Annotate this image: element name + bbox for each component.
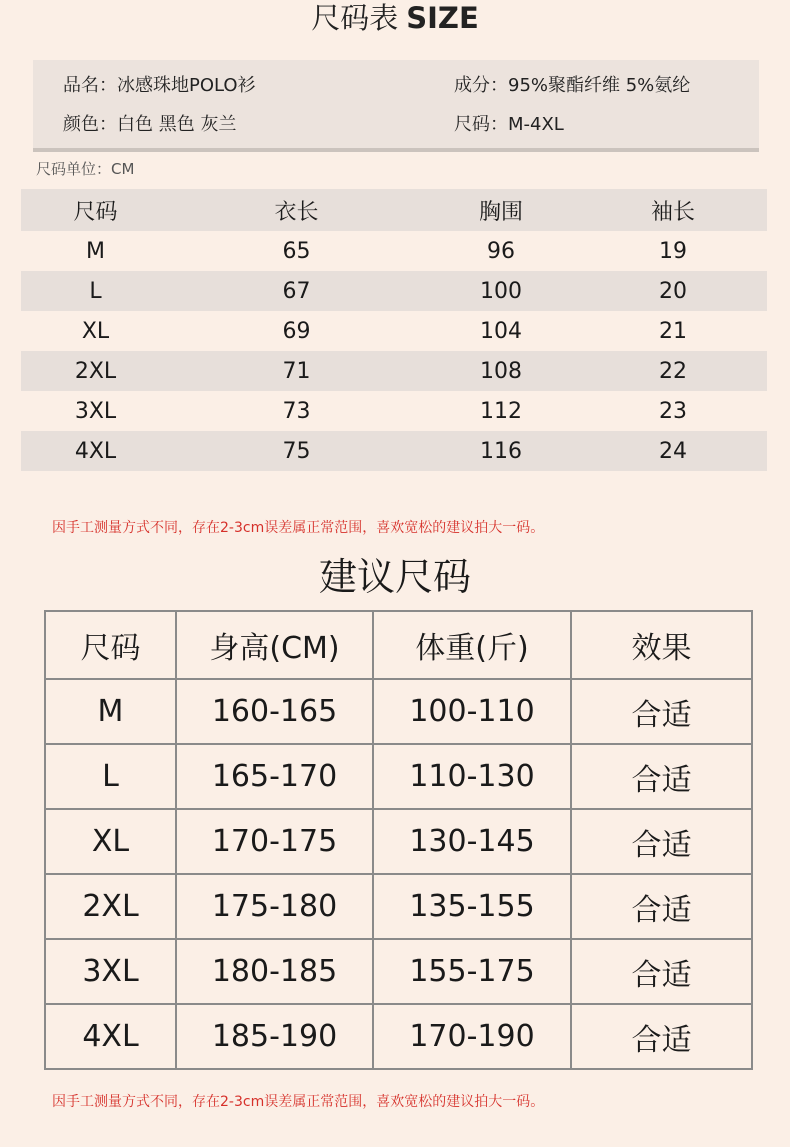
fit-cell: 合适 [571, 679, 752, 744]
title-cn: 尺码表 [311, 1, 399, 35]
fit-cell: 合适 [571, 1004, 752, 1069]
size-cell: 4XL [21, 431, 170, 471]
product-composition: 成分：95%聚酯纤维 5%氨纶 [454, 75, 691, 96]
table-row [21, 351, 767, 391]
weight-cell: 135-155 [373, 874, 571, 939]
size-cell: M [21, 231, 170, 271]
height-cell: 170-175 [176, 809, 373, 874]
length-cell: 75 [170, 431, 423, 471]
title-en: SIZE [406, 1, 479, 35]
size-cell: 2XL [45, 874, 176, 939]
header-size: 尺码 [45, 611, 176, 679]
table-row [45, 939, 752, 1004]
length-cell: 65 [170, 231, 423, 271]
chest-cell: 116 [423, 431, 579, 471]
recommend-table [44, 610, 753, 1070]
height-cell: 180-185 [176, 939, 373, 1004]
length-cell: 67 [170, 271, 423, 311]
size-table [21, 189, 767, 471]
measurement-note-bottom: 因手工测量方式不同，存在2-3cm误差属正常范围，喜欢宽松的建议拍大一码。 [52, 1094, 545, 1110]
chest-cell: 112 [423, 391, 579, 431]
size-cell: 2XL [21, 351, 170, 391]
height-cell: 160-165 [176, 679, 373, 744]
product-sizes: 尺码：M-4XL [454, 114, 564, 135]
size-cell: XL [45, 809, 176, 874]
recommend-table-header [45, 611, 752, 679]
size-cell: 3XL [21, 391, 170, 431]
table-row [45, 809, 752, 874]
product-name: 品名：冰感珠地POLO衫 [63, 75, 256, 96]
weight-cell: 130-145 [373, 809, 571, 874]
table-row [21, 431, 767, 471]
size-cell: M [45, 679, 176, 744]
length-cell: 69 [170, 311, 423, 351]
sleeve-cell: 20 [579, 271, 767, 311]
sleeve-cell: 22 [579, 351, 767, 391]
sleeve-cell: 23 [579, 391, 767, 431]
table-row [45, 679, 752, 744]
measurement-note: 因手工测量方式不同，存在2-3cm误差属正常范围，喜欢宽松的建议拍大一码。 [52, 520, 545, 536]
size-cell: L [45, 744, 176, 809]
recommend-title: 建议尺码 [318, 555, 471, 599]
height-cell: 165-170 [176, 744, 373, 809]
chest-cell: 104 [423, 311, 579, 351]
product-colors: 颜色：白色 黑色 灰兰 [63, 114, 237, 135]
header-height: 身高(CM) [176, 611, 373, 679]
height-cell: 175-180 [176, 874, 373, 939]
table-row [21, 391, 767, 431]
size-cell: 4XL [45, 1004, 176, 1069]
size-cell: L [21, 271, 170, 311]
table-row [21, 311, 767, 351]
weight-cell: 170-190 [373, 1004, 571, 1069]
unit-label: 尺码单位：CM [36, 160, 135, 178]
sleeve-cell: 19 [579, 231, 767, 271]
fit-cell: 合适 [571, 874, 752, 939]
weight-cell: 155-175 [373, 939, 571, 1004]
length-cell: 71 [170, 351, 423, 391]
fit-cell: 合适 [571, 809, 752, 874]
size-cell: 3XL [45, 939, 176, 1004]
chest-cell: 96 [423, 231, 579, 271]
table-row [45, 744, 752, 809]
header-size: 尺码 [21, 189, 170, 231]
fit-cell: 合适 [571, 744, 752, 809]
table-row [45, 1004, 752, 1069]
header-chest: 胸围 [423, 189, 579, 231]
table-row [21, 271, 767, 311]
header-sleeve: 袖长 [579, 189, 767, 231]
table-row [21, 231, 767, 271]
header-fit: 效果 [571, 611, 752, 679]
header-weight: 体重(斤) [373, 611, 571, 679]
size-table-header [21, 189, 767, 231]
sleeve-cell: 24 [579, 431, 767, 471]
chest-cell: 108 [423, 351, 579, 391]
table-row [45, 874, 752, 939]
height-cell: 185-190 [176, 1004, 373, 1069]
size-cell: XL [21, 311, 170, 351]
product-info-panel [33, 60, 759, 152]
chest-cell: 100 [423, 271, 579, 311]
weight-cell: 110-130 [373, 744, 571, 809]
page-title [0, 0, 790, 36]
header-length: 衣长 [170, 189, 423, 231]
length-cell: 73 [170, 391, 423, 431]
weight-cell: 100-110 [373, 679, 571, 744]
sleeve-cell: 21 [579, 311, 767, 351]
fit-cell: 合适 [571, 939, 752, 1004]
